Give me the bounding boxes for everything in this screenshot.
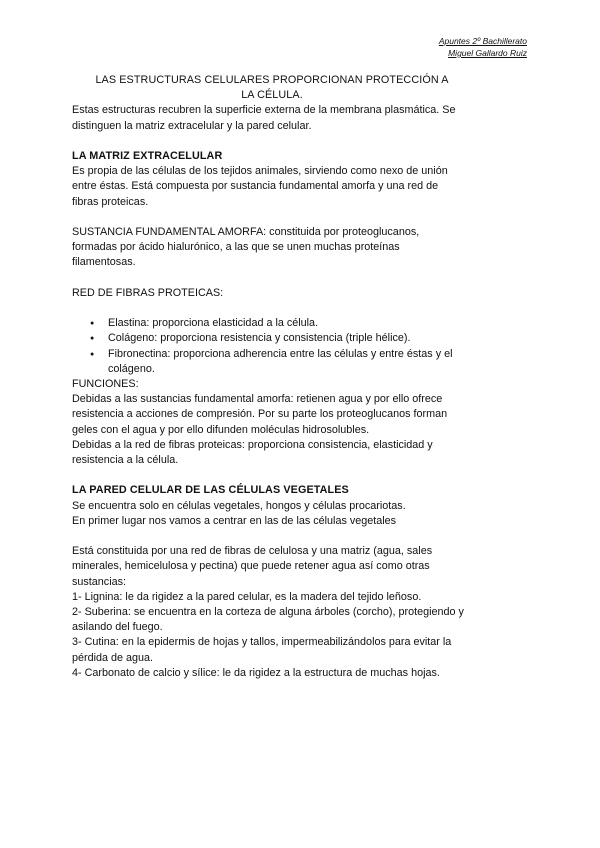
sustancia-paragraph: SUSTANCIA FUNDAMENTAL AMORFA: constituida por proteoglucanos, formadas por ácido hialurónico, a las que se unen muchas proteínas filamentosas. xyxy=(72,226,420,269)
pared-constituida: Está constituida por una red de fibras de celulosa y una matriz (agua, sales minerales, hemicelulosa y pectina) que puede retener agua así como otras sustancias: xyxy=(72,545,433,588)
pared-item: 4- Carbonato de calcio y sílice: le da rigidez a la estructura de muchas hojas. xyxy=(72,666,440,679)
document-title xyxy=(32,73,512,103)
pared-line-1: Se encuentra solo en células vegetales, hongos y células procariotas. xyxy=(72,499,406,512)
red-fibras-heading: RED DE FIBRAS PROTEICAS: xyxy=(72,286,224,299)
page-header xyxy=(439,35,527,59)
pared-item: 1- Lignina: le da rigidez a la pared celular, es la madera del tejido leñoso. xyxy=(72,590,422,603)
title-line-1: LAS ESTRUCTURAS CELULARES PROPORCIONAN PROTECCIÓN A xyxy=(95,74,449,86)
matriz-heading: LA MATRIZ EXTRACELULAR xyxy=(72,150,223,162)
list-item: ● Colágeno: proporciona resistencia y consistencia (triple hélice). xyxy=(108,331,462,346)
intro-paragraph: Estas estructuras recubren la superficie externa de la membrana plasmática. Se distinguen la matriz extracelular y la pared celular. xyxy=(72,104,456,132)
funciones-amorfa: Debidas a las sustancias fundamental amorfa: retienen agua y por ello ofrece resistencia a acciones de compresión. Por su parte los proteoglucanos forman geles con el agua y por ello difunden moléculas hidrosolubles. xyxy=(72,393,448,436)
document-body xyxy=(72,73,462,681)
matriz-description: Es propia de las células de los tejidos animales, sirviendo como nexo de unión entre éstas. Está compuesta por sustancia fundamental amorfa y una red de fibras proteicas. xyxy=(72,165,448,208)
pared-item: 3- Cutina: en la epidermis de hojas y tallos, impermeabilizándolos para evitar la pérdida de agua. xyxy=(72,636,452,664)
funciones-heading: FUNCIONES: xyxy=(72,378,139,390)
list-item: ● Elastina: proporciona elasticidad a la célula. xyxy=(108,316,462,331)
title-line-2: LA CÉLULA. xyxy=(241,89,303,102)
header-author: Miguel Gallardo Ruiz xyxy=(448,48,527,58)
fibras-list xyxy=(72,316,462,377)
header-course: Apuntes 2º Bachillerato xyxy=(438,36,527,46)
pared-item: 2- Suberina: se encuentra en la corteza de alguna árboles (corcho), protegiendo y asilando del fuego. xyxy=(72,606,464,634)
list-item: ● Fibronectina: proporciona adherencia entre las células y entre éstas y el colágeno. xyxy=(108,347,462,377)
funciones-fibras: Debidas a la red de fibras proteicas: proporciona consistencia, elasticidad y resistencia a la célula. xyxy=(72,438,433,467)
pared-heading: LA PARED CELULAR DE LAS CÉLULAS VEGETALES xyxy=(72,484,349,497)
pared-line-2: En primer lugar nos vamos a centrar en las de las células vegetales xyxy=(72,514,397,527)
